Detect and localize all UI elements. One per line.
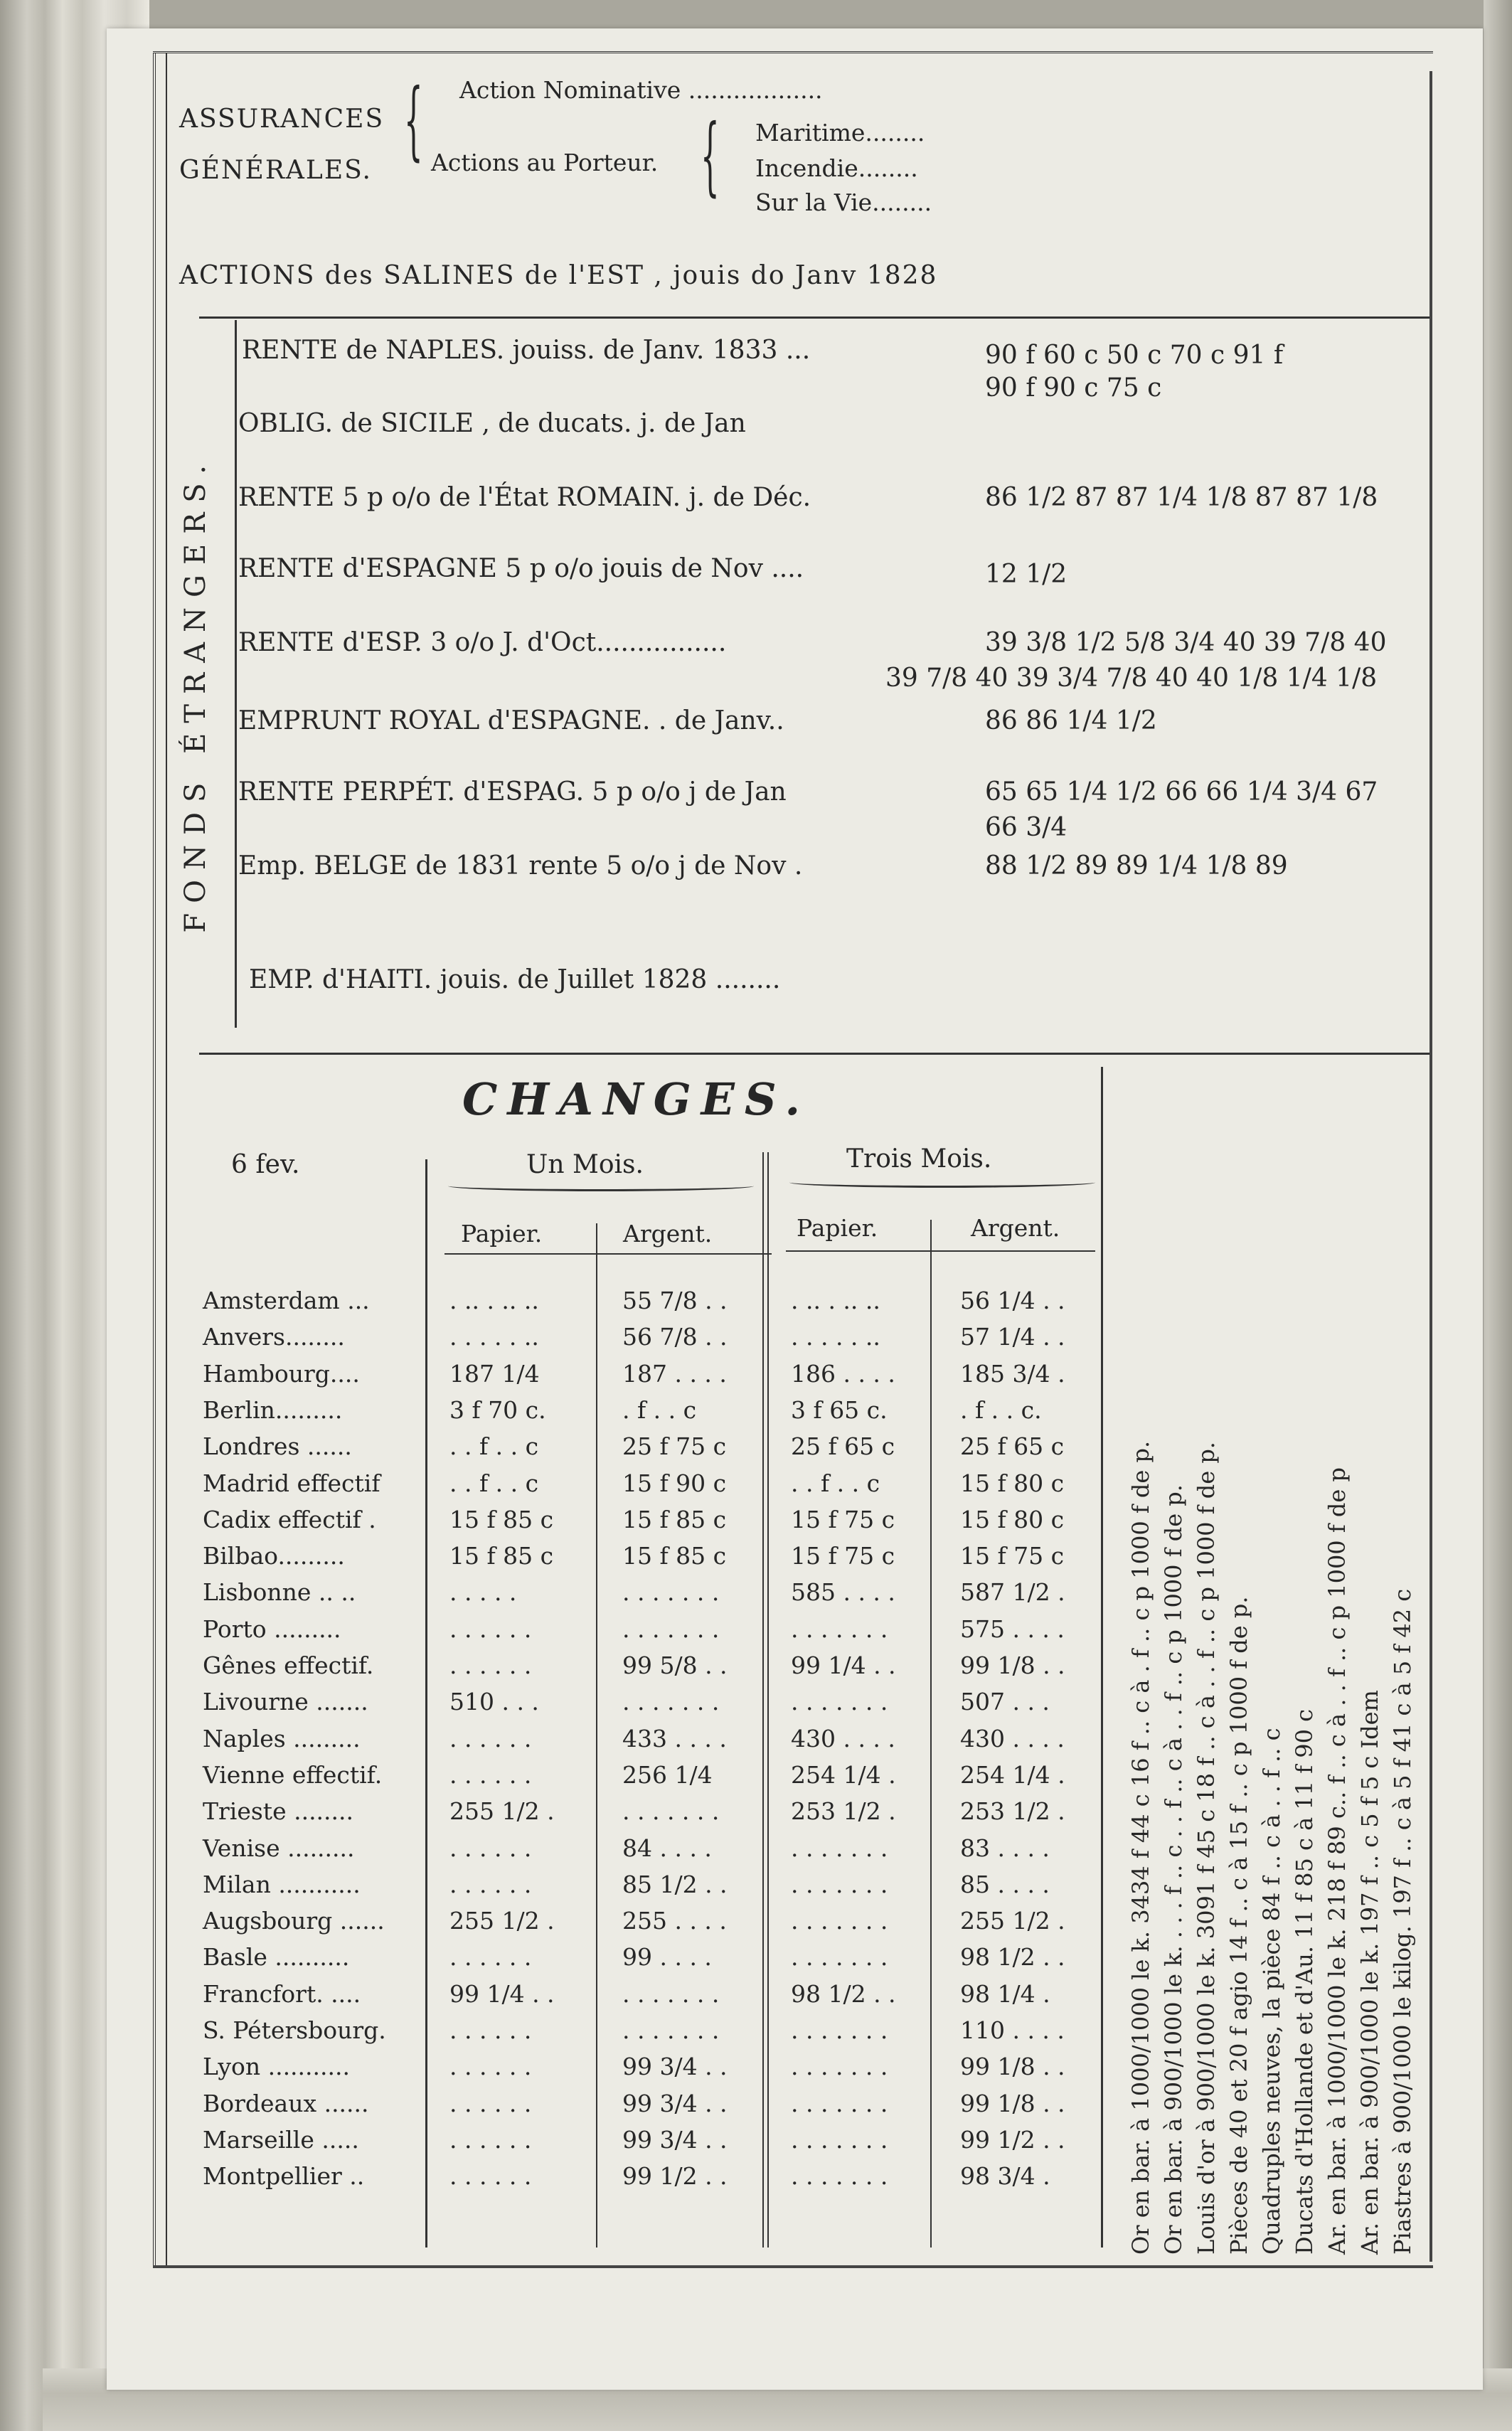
- change-um-papier: 15 f 85 c: [449, 1542, 554, 1570]
- change-um-argent: 84 . . . .: [622, 1834, 712, 1862]
- change-tm-papier: . . . . . . .: [791, 2125, 888, 2154]
- assurances-porteur: Actions au Porteur.: [431, 149, 659, 176]
- change-place: Naples .........: [203, 1724, 361, 1752]
- change-tm-papier: . . f . . c: [791, 1469, 880, 1497]
- change-tm-argent: 99 1/2 . .: [960, 2125, 1065, 2154]
- change-place: Londres ......: [203, 1432, 352, 1461]
- metal-quote-line: Ar. en bar. à 1000/1000 le k. 218 f 89 c.. f .. c à . . f .. c p 1000 f de p: [1324, 1467, 1351, 2255]
- change-tm-argent: 83 . . . .: [960, 1834, 1050, 1862]
- change-place: Madrid effectif: [203, 1469, 380, 1497]
- fonds-row-values-cont: 66 3/4: [985, 813, 1068, 842]
- metal-quote-line: Or en bar. à 900/1000 le k. . . . f .. c . . f .. c à . . f .. c p 1000 f de p.: [1160, 1484, 1187, 2255]
- change-um-papier: . . . . . .: [449, 1651, 532, 1679]
- change-tm-papier: . . . . . . .: [791, 2053, 888, 2081]
- um-argent-header: Argent.: [623, 1220, 713, 1248]
- change-um-papier: . . . . . ..: [449, 1323, 539, 1351]
- change-place: Trieste ........: [203, 1797, 354, 1826]
- change-um-argent: . . . . . . .: [622, 1578, 720, 1607]
- change-place: Venise .........: [203, 1834, 355, 1862]
- change-place: Lisbonne .. ..: [203, 1578, 356, 1607]
- fonds-side-label: FONDS ÉTRANGERS.: [179, 455, 212, 933]
- change-tm-papier: . . . . . . .: [791, 1834, 888, 1862]
- change-tm-papier: 254 1/4 .: [791, 1760, 896, 1789]
- frame-right-rule: [1430, 71, 1432, 2262]
- change-um-papier: . . f . . c: [449, 1432, 539, 1461]
- change-um-papier: . .. . .. ..: [449, 1287, 539, 1314]
- change-um-argent: 256 1/4: [622, 1760, 713, 1789]
- change-tm-argent: 185 3/4 .: [960, 1359, 1065, 1388]
- fonds-row-name: RENTE PERPÉT. d'ESPAG. 5 p o/o j de Jan: [238, 777, 787, 807]
- change-tm-papier: 98 1/2 . .: [791, 1979, 896, 2008]
- change-um-argent: . . . . . . .: [622, 1688, 720, 1716]
- change-tm-papier: . . . . . . .: [791, 2016, 888, 2044]
- fonds-row-name: RENTE 5 p o/o de l'État ROMAIN. j. de Déc.: [238, 483, 811, 512]
- trois-mois-header: Trois Mois.: [846, 1144, 992, 1174]
- change-place: Marseille .....: [203, 2125, 359, 2154]
- change-tm-papier: . . . . . . .: [791, 1870, 888, 1898]
- change-um-argent: 187 . . . .: [622, 1359, 727, 1388]
- change-um-argent: . . . . . . .: [622, 1979, 720, 2008]
- change-place: Basle ..........: [203, 1943, 350, 1972]
- change-place: Gênes effectif.: [203, 1651, 374, 1679]
- metal-quote-line: Or en bar. à 1000/1000 le k. 3434 f 44 c 16 f .. c à . f .. c p 1000 f de p.: [1127, 1440, 1154, 2255]
- change-tm-argent: 25 f 65 c: [960, 1432, 1065, 1461]
- frame-bottom-rule: [153, 2265, 1433, 2268]
- change-place: Anvers........: [203, 1323, 345, 1351]
- change-um-argent: 99 . . . .: [622, 1943, 712, 1972]
- change-tm-argent: . f . . c.: [960, 1395, 1042, 1424]
- change-um-argent: . . . . . . .: [622, 2016, 720, 2044]
- col-rule-metaux: [1101, 1067, 1103, 2248]
- change-place: Amsterdam ...: [203, 1287, 370, 1314]
- change-um-argent: 85 1/2 . .: [622, 1870, 728, 1898]
- change-um-papier: 99 1/4 . .: [449, 1979, 555, 2008]
- assurances-nominative: Action Nominative ..................: [459, 76, 823, 104]
- assurances-incendie: Incendie........: [755, 154, 918, 182]
- change-um-papier: . . f . . c: [449, 1469, 539, 1497]
- assurances-vie: Sur la Vie........: [755, 188, 932, 216]
- fonds-row-values: 86 1/2 87 87 1/4 1/8 87 87 1/8: [985, 483, 1378, 512]
- change-tm-argent: 98 1/2 . .: [960, 1943, 1065, 1972]
- change-um-argent: 56 7/8 . .: [622, 1323, 728, 1351]
- change-place: Berlin.........: [203, 1395, 343, 1424]
- change-um-argent: . . . . . . .: [622, 1615, 720, 1643]
- fonds-row-name: Emp. BELGE de 1831 rente 5 o/o j de Nov .: [238, 851, 803, 881]
- change-place: Livourne .......: [203, 1688, 368, 1716]
- fonds-row-name: EMPRUNT ROYAL d'ESPAGNE. . de Janv..: [238, 706, 784, 735]
- change-tm-papier: . . . . . . .: [791, 1688, 888, 1716]
- change-place: Bordeaux ......: [203, 2089, 369, 2117]
- frame-left-rule: [153, 53, 167, 2265]
- fonds-side-rule: [235, 320, 237, 1028]
- change-um-argent: 99 3/4 . .: [622, 2089, 728, 2117]
- change-um-papier: . . . . . .: [449, 2125, 532, 2154]
- change-tm-argent: 57 1/4 . .: [960, 1323, 1065, 1351]
- change-um-papier: . . . . . .: [449, 2016, 532, 2044]
- change-tm-papier: 15 f 75 c: [791, 1542, 895, 1570]
- metal-quote-line: Ducats d'Hollande et d'Au. 11 f 85 c à 11 f 90 c: [1291, 1708, 1318, 2255]
- change-tm-argent: 99 1/8 . .: [960, 2089, 1065, 2117]
- change-um-papier: 255 1/2 .: [449, 1907, 555, 1935]
- change-tm-papier: . . . . . . .: [791, 2162, 888, 2191]
- tm-papier-header: Papier.: [797, 1214, 878, 1242]
- change-tm-argent: 254 1/4 .: [960, 1760, 1065, 1789]
- fonds-row-values: 39 3/8 1/2 5/8 3/4 40 39 7/8 40: [985, 628, 1387, 657]
- change-tm-papier: . . . . . . .: [791, 1943, 888, 1972]
- fonds-row-name: RENTE d'ESPAGNE 5 p o/o jouis de Nov ....: [238, 554, 804, 583]
- col-rule-tm-mid: [930, 1220, 932, 2248]
- fonds-row-name: EMP. d'HAITI. jouis. de Juillet 1828 ........: [249, 965, 781, 994]
- un-mois-header: Un Mois.: [526, 1150, 644, 1179]
- change-um-papier: . . . . . .: [449, 2053, 532, 2081]
- change-tm-papier: . . . . . . .: [791, 1907, 888, 1935]
- change-tm-papier: 430 . . . .: [791, 1724, 895, 1752]
- change-um-argent: 99 3/4 . .: [622, 2053, 728, 2081]
- change-tm-papier: . .. . .. ..: [791, 1287, 880, 1314]
- change-um-papier: . . . . . .: [449, 1834, 532, 1862]
- fonds-row-name: OBLIG. de SICILE , de ducats. j. de Jan: [238, 409, 746, 438]
- change-um-argent: . f . . c: [622, 1395, 697, 1424]
- fonds-row-name: RENTE de NAPLES. jouiss. de Janv. 1833 ...: [242, 336, 811, 365]
- change-tm-papier: 186 . . . .: [791, 1359, 895, 1388]
- change-um-papier: . . . . . .: [449, 1870, 532, 1898]
- change-tm-argent: 98 1/4 .: [960, 1979, 1050, 2008]
- metal-quote-line: Ar. en bar. à 900/1000 le k. 197 f .. c 5 f 5 c Idem: [1356, 1690, 1383, 2255]
- fonds-row-values: 86 86 1/4 1/2: [985, 706, 1157, 735]
- frame-top-rule: [153, 51, 1433, 57]
- change-tm-argent: 253 1/2 .: [960, 1797, 1065, 1826]
- change-place: Cadix effectif .: [203, 1505, 376, 1533]
- change-tm-argent: 507 . . .: [960, 1688, 1050, 1716]
- change-tm-papier: 585 . . . .: [791, 1578, 895, 1607]
- change-um-papier: 255 1/2 .: [449, 1797, 555, 1826]
- assurances-label-1: ASSURANCES: [179, 105, 385, 134]
- col-rule-place: [425, 1159, 427, 2248]
- changes-title: CHANGES.: [462, 1073, 811, 1125]
- fonds-row-values: 90 f 60 c 50 c 70 c 91 f: [985, 341, 1284, 370]
- change-place: Montpellier ..: [203, 2162, 365, 2191]
- change-tm-argent: 15 f 80 c: [960, 1469, 1065, 1497]
- change-tm-papier: 3 f 65 c.: [791, 1395, 888, 1424]
- fonds-top-rule: [199, 316, 1430, 319]
- tm-header-rule: [786, 1250, 1095, 1252]
- change-um-papier: . . . . . .: [449, 1724, 532, 1752]
- fonds-row-values: 12 1/2: [985, 560, 1068, 589]
- change-um-argent: 99 3/4 . .: [622, 2125, 728, 2154]
- metal-quote-line: Quadruples neuves, la pièce 84 f .. c à . . f .. c: [1258, 1728, 1285, 2255]
- change-um-papier: 510 . . .: [449, 1688, 539, 1716]
- metal-quote-line: Piastres à 900/1000 le kilog. 197 f .. c à 5 f 41 c à 5 f 42 c: [1389, 1588, 1416, 2255]
- change-um-argent: 55 7/8 . .: [622, 1287, 728, 1314]
- change-tm-argent: 587 1/2 .: [960, 1578, 1065, 1607]
- change-um-argent: 15 f 85 c: [622, 1542, 727, 1570]
- change-place: Augsbourg ......: [203, 1907, 385, 1935]
- change-tm-argent: 85 . . . .: [960, 1870, 1050, 1898]
- change-tm-papier: . . . . . . .: [791, 2089, 888, 2117]
- change-tm-argent: 255 1/2 .: [960, 1907, 1065, 1935]
- change-um-argent: 433 . . . .: [622, 1724, 727, 1752]
- changes-date: 6 fev.: [231, 1150, 300, 1179]
- change-um-papier: . . . . . .: [449, 2089, 532, 2117]
- change-place: Bilbao.........: [203, 1542, 345, 1570]
- fonds-row-values: 65 65 1/4 1/2 66 66 1/4 3/4 67: [985, 777, 1378, 807]
- change-um-papier: 15 f 85 c: [449, 1505, 554, 1533]
- brace-right: {: [701, 107, 720, 206]
- tm-argent-header: Argent.: [971, 1214, 1060, 1242]
- change-place: Francfort. ....: [203, 1979, 361, 2008]
- change-tm-argent: 15 f 80 c: [960, 1505, 1065, 1533]
- fonds-row-values-cont: 39 7/8 40 39 3/4 7/8 40 40 1/8 1/4 1/8: [885, 664, 1378, 693]
- change-tm-argent: 99 1/8 . .: [960, 1651, 1065, 1679]
- change-place: Vienne effectif.: [203, 1760, 383, 1789]
- change-um-argent: . . . . . . .: [622, 1797, 720, 1826]
- change-um-argent: 255 . . . .: [622, 1907, 727, 1935]
- change-um-papier: . . . . . .: [449, 2162, 532, 2191]
- changes-top-rule: [199, 1053, 1430, 1055]
- change-place: Porto .........: [203, 1615, 341, 1643]
- change-um-papier: 3 f 70 c.: [449, 1395, 546, 1424]
- fonds-row-values: 88 1/2 89 89 1/4 1/8 89: [985, 851, 1288, 881]
- metal-quote-line: Pièces de 40 et 20 f agio 14 f .. c à 15 f .. c p 1000 f de p.: [1225, 1596, 1252, 2255]
- um-papier-header: Papier.: [461, 1220, 543, 1248]
- change-um-argent: 15 f 85 c: [622, 1505, 727, 1533]
- change-place: S. Pétersbourg.: [203, 2016, 386, 2044]
- change-um-papier: 187 1/4: [449, 1359, 540, 1388]
- fonds-row-values-cont: 90 f 90 c 75 c: [985, 373, 1162, 403]
- change-tm-argent: 98 3/4 .: [960, 2162, 1050, 2191]
- change-tm-papier: 253 1/2 .: [791, 1797, 896, 1826]
- assurances-maritime: Maritime........: [755, 119, 925, 147]
- change-tm-argent: 110 . . . .: [960, 2016, 1065, 2044]
- change-tm-argent: 575 . . . .: [960, 1615, 1065, 1643]
- change-tm-argent: 99 1/8 . .: [960, 2053, 1065, 2081]
- change-um-argent: 15 f 90 c: [622, 1469, 727, 1497]
- change-place: Lyon ...........: [203, 2053, 350, 2081]
- change-tm-papier: 15 f 75 c: [791, 1505, 895, 1533]
- change-tm-papier: . . . . . ..: [791, 1323, 880, 1351]
- change-tm-papier: . . . . . . .: [791, 1615, 888, 1643]
- brace-left: {: [404, 71, 423, 170]
- metal-quote-line: Louis d'or à 900/1000 le k. 3091 f 45 c 18 f .. c à . . f .. c p 1000 f de p.: [1193, 1442, 1220, 2255]
- change-um-argent: 99 5/8 . .: [622, 1651, 728, 1679]
- trois-mois-flourish: [789, 1177, 1095, 1188]
- change-um-papier: . . . . . .: [449, 1943, 532, 1972]
- change-tm-papier: 25 f 65 c: [791, 1432, 895, 1461]
- change-tm-papier: 99 1/4 . .: [791, 1651, 896, 1679]
- assurances-label-2: GÉNÉRALES.: [179, 156, 372, 185]
- salines-line: ACTIONS des SALINES de l'EST , jouis do Janv 1828: [179, 261, 938, 290]
- change-place: Hambourg....: [203, 1359, 360, 1388]
- change-tm-argent: 15 f 75 c: [960, 1542, 1065, 1570]
- change-tm-argent: 56 1/4 . .: [960, 1287, 1065, 1314]
- fonds-row-name: RENTE d'ESP. 3 o/o J. d'Oct................: [238, 628, 727, 657]
- change-um-papier: . . . . .: [449, 1578, 517, 1607]
- col-rule-double: [762, 1152, 769, 2248]
- change-um-papier: . . . . . .: [449, 1760, 532, 1789]
- change-um-argent: 99 1/2 . .: [622, 2162, 728, 2191]
- change-um-papier: . . . . . .: [449, 1615, 532, 1643]
- change-um-argent: 25 f 75 c: [622, 1432, 727, 1461]
- book-edge-right: [1484, 0, 1512, 2431]
- col-rule-um-mid: [596, 1223, 597, 2248]
- um-header-rule: [444, 1253, 772, 1255]
- change-tm-argent: 430 . . . .: [960, 1724, 1065, 1752]
- un-mois-flourish: [448, 1181, 754, 1191]
- change-place: Milan ...........: [203, 1870, 361, 1898]
